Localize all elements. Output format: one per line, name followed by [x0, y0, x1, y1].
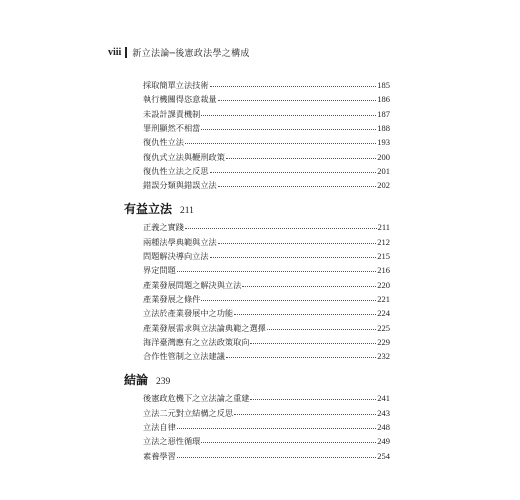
- section-page-number: 239: [156, 377, 171, 388]
- running-header: [108, 46, 250, 59]
- dot-leader: [185, 134, 376, 144]
- dot-leader: [234, 305, 376, 315]
- toc-entry: [143, 321, 390, 333]
- toc-entry: [143, 178, 390, 190]
- dot-leader: [250, 390, 376, 400]
- toc-entry-label: 罪刑顯然不相當: [143, 122, 201, 133]
- dot-leader: [210, 248, 377, 258]
- toc-entry-label: 採取簡單立法技術: [143, 80, 209, 90]
- toc-entry-label: 海洋臺灣應有之立法政策取向: [143, 336, 250, 347]
- toc-entry: [143, 434, 390, 446]
- dot-leader: [218, 234, 377, 244]
- toc-entry: [143, 249, 390, 261]
- toc-entry: [143, 220, 390, 232]
- dot-leader: [218, 177, 377, 187]
- toc-entry-page: 216: [377, 265, 390, 276]
- toc-entry-page: 215: [377, 251, 390, 261]
- toc-entry-page: 224: [377, 308, 390, 319]
- toc-entry-label: 立法之惡性循環: [143, 436, 201, 447]
- section-heading: [124, 200, 194, 217]
- toc-entry: [143, 292, 390, 304]
- toc-entry-page: 241: [377, 393, 390, 404]
- toc-entry-label: 復仇式立法與鞭刑政策: [143, 151, 225, 162]
- toc-entry-page: 248: [377, 422, 390, 432]
- toc-entry-label: 復仇性立法之反思: [143, 165, 209, 176]
- dot-leader: [185, 219, 377, 229]
- toc-entry: [143, 235, 390, 247]
- toc-entry-page: 193: [377, 137, 390, 148]
- book-title: 新立法論─後憲政法學之構成: [132, 49, 250, 59]
- toc-entry: [143, 263, 390, 275]
- toc-entry-label: 界定問題: [143, 265, 176, 276]
- toc-entry: [143, 406, 390, 418]
- dot-leader: [218, 91, 377, 101]
- toc-entry-page: 254: [377, 450, 390, 461]
- toc-entry: [143, 278, 390, 290]
- toc-entry: [143, 449, 390, 461]
- toc-entry-page: 186: [377, 94, 390, 105]
- dot-leader: [234, 405, 376, 415]
- toc-entry-label: 素養學習: [143, 450, 176, 461]
- toc-entry-label: 立法於產業發展中之功能: [143, 308, 234, 319]
- toc-entry-label: 產業發展需求與立法論典範之選擇: [143, 322, 266, 333]
- dot-leader: [210, 163, 377, 173]
- toc-entry-label: 產業發展問題之解決與立法: [143, 279, 242, 290]
- toc-entry-page: 225: [377, 322, 390, 333]
- toc-entry: [143, 78, 390, 90]
- toc-entry-label: 執行機關得恣意裁量: [143, 94, 217, 105]
- toc-entry-label: 後憲政危機下之立法論之重建: [143, 393, 250, 404]
- section-page-number: 211: [180, 206, 194, 217]
- toc-entry-label: 兩種法學典範與立法: [143, 236, 217, 247]
- toc-entry-label: 錯誤分類與錯誤立法: [143, 180, 217, 191]
- page-number: viii: [108, 47, 122, 58]
- toc-entry-label: 復仇性立法: [143, 137, 184, 148]
- toc-entry-page: 212: [377, 236, 390, 247]
- toc-entry: [143, 420, 390, 432]
- toc-entry-label: 立法自律: [143, 422, 176, 432]
- toc-entry-page: 220: [377, 279, 390, 290]
- toc-entry-page: 232: [377, 351, 390, 362]
- toc-entry-label: 合作性管制之立法建議: [143, 351, 225, 362]
- toc-entry-label: 立法二元對立結構之反思: [143, 407, 234, 418]
- toc-entry: [143, 335, 390, 347]
- toc-entry-page: 243: [377, 407, 390, 418]
- toc-entry-label: 問題解決導向立法: [143, 251, 209, 261]
- toc-entry: [143, 349, 390, 361]
- dot-leader: [177, 262, 376, 272]
- section-heading: [124, 371, 170, 388]
- dot-leader: [201, 106, 376, 116]
- dot-leader: [267, 320, 376, 330]
- toc-entry-page: 211: [377, 222, 390, 233]
- dot-leader: [226, 348, 376, 358]
- dot-leader: [177, 448, 376, 458]
- dot-leader: [177, 419, 376, 429]
- toc-entry-label: 產業發展之條件: [143, 293, 201, 304]
- toc-entry: [143, 135, 390, 147]
- toc-entry: [143, 121, 390, 133]
- toc-entry-page: 221: [377, 293, 390, 304]
- toc-entry-page: 200: [377, 151, 390, 162]
- toc-entry-label: 未設計課責機制: [143, 108, 201, 119]
- section-title: 有益立法: [124, 202, 173, 217]
- dot-leader: [226, 149, 376, 159]
- dot-leader: [210, 77, 377, 87]
- toc-entry: [143, 164, 390, 176]
- dot-leader: [242, 277, 376, 287]
- dot-leader: [201, 120, 376, 130]
- toc-entry: [143, 92, 390, 104]
- toc-entry-page: 185: [377, 80, 390, 90]
- toc-entry-page: 202: [377, 180, 390, 191]
- toc-entry-page: 229: [377, 336, 390, 347]
- dot-leader: [201, 291, 376, 301]
- toc-entry-page: 201: [377, 165, 390, 176]
- dot-leader: [201, 433, 376, 443]
- toc-entry-page: 187: [377, 108, 390, 119]
- toc-entry-page: 188: [377, 122, 390, 133]
- header-divider: [125, 47, 127, 58]
- toc-entry: [143, 150, 390, 162]
- toc-entry: [143, 391, 390, 403]
- dot-leader: [250, 334, 376, 344]
- toc-entry-label: 正義之實踐: [143, 222, 184, 233]
- toc-entry-page: 249: [377, 436, 390, 447]
- section-title: 結論: [124, 373, 149, 388]
- toc-entry: [143, 107, 390, 119]
- toc-entry: [143, 306, 390, 318]
